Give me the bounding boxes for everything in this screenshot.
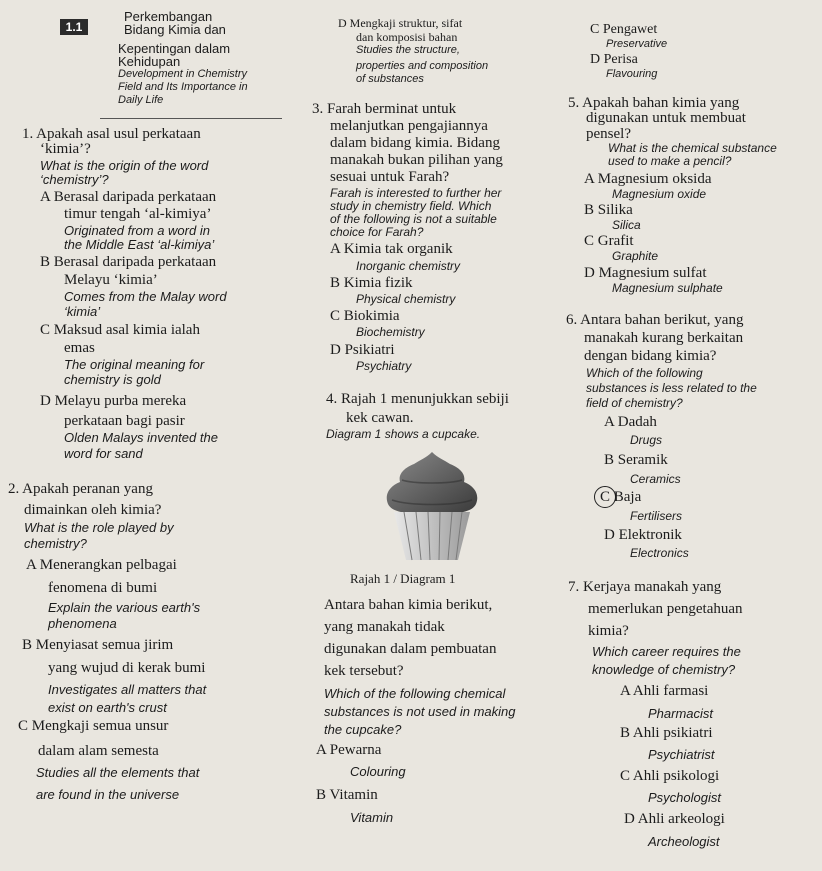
q2-option-a-ms: fenomena di bumi — [48, 580, 158, 596]
q4-text-ms: digunakan dalam pembuatan — [324, 641, 497, 657]
q7-text-en: Which career requires the — [592, 644, 741, 659]
q1-cont-option-d-ms: D Mengkaji struktur, sifat — [338, 16, 463, 30]
q2-option-b-en: Investigates all matters that — [48, 682, 207, 697]
q4-option-a-ms: A Pewarna — [316, 742, 382, 758]
q1-option-a-ms: timur tengah ‘al-kimiya’ — [64, 206, 212, 222]
q1-option-d-en: Olden Malays invented the — [64, 430, 218, 445]
q5-text-en: What is the chemical substance — [608, 141, 777, 155]
q2-text-en: chemistry? — [24, 536, 87, 551]
q5-text-en: used to make a pencil? — [608, 154, 732, 168]
q6-option-b-en: Ceramics — [630, 472, 681, 486]
q6-option-b-ms: B Seramik — [604, 452, 668, 468]
header-title-ms: Bidang Kimia dan — [124, 22, 226, 37]
q3-text-en: of the following is not a suitable — [330, 212, 497, 226]
q6-option-a-en: Drugs — [630, 433, 663, 447]
q6-option-d-en: Electronics — [630, 546, 689, 560]
q3-text-ms: melanjutkan pengajiannya — [330, 118, 488, 134]
header-title-en: Field and Its Importance in — [118, 81, 248, 93]
header-title-en: Daily Life — [118, 94, 164, 106]
q3-option-b-ms: B Kimia fizik — [330, 275, 413, 291]
q1-option-d-ms: perkataan bagi pasir — [64, 413, 185, 429]
q2-option-c-en: are found in the universe — [36, 787, 180, 802]
q7-option-b-ms: B Ahli psikiatri — [620, 725, 713, 741]
q3-option-c-ms: C Biokimia — [330, 308, 400, 324]
q2-text-ms: 2. Apakah peranan yang — [8, 481, 153, 497]
q3-option-b-en: Physical chemistry — [356, 292, 456, 306]
q2-option-c-ms: C Mengkaji semua unsur — [18, 718, 169, 734]
header-title-ms: Perkembangan — [124, 9, 213, 24]
header-divider — [100, 118, 282, 119]
q3-text-ms: 3. Farah berminat untuk — [312, 101, 457, 117]
q5-option-b-en: Silica — [612, 218, 641, 232]
cupcake-image — [374, 448, 490, 564]
q6-option-c-en: Fertilisers — [630, 509, 683, 523]
q1-option-a-ms: A Berasal daripada perkataan — [40, 189, 217, 205]
q7-option-d-ms: D Ahli arkeologi — [624, 811, 725, 827]
q7-option-d-en: Archeologist — [648, 834, 720, 849]
q2-option-a-en: phenomena — [48, 616, 117, 631]
header-title-ms: Kehidupan — [118, 54, 181, 69]
q7-option-c-ms: C Ahli psikologi — [620, 768, 720, 784]
q4-text-ms: kek tersebut? — [324, 663, 404, 679]
q3-option-d-en: Psychiatry — [356, 359, 412, 373]
q4-text-en: Which of the following chemical — [324, 686, 506, 701]
q4-option-a-en: Colouring — [350, 764, 406, 779]
q3-text-en: study in chemistry field. Which — [330, 199, 492, 213]
q1-cont-option-d-en: properties and composition — [356, 60, 489, 72]
q3-option-a-ms: A Kimia tak organik — [330, 241, 453, 257]
q7-option-a-ms: A Ahli farmasi — [620, 683, 709, 699]
qprev-option-d-ms: D Perisa — [590, 52, 638, 67]
section-badge: 1.1 — [60, 19, 88, 35]
q6-text-ms: 6. Antara bahan berikut, yang — [566, 312, 744, 328]
q1-option-b-ms: B Berasal daripada perkataan — [40, 254, 217, 270]
q7-option-c-en: Psychologist — [648, 790, 721, 805]
q3-text-ms: dalam bidang kimia. Bidang — [330, 135, 500, 151]
q2-text-en: What is the role played by — [24, 520, 174, 535]
q3-text-en: Farah is interested to further her — [330, 186, 502, 200]
q4-text-ms: 4. Rajah 1 menunjukkan sebiji — [326, 391, 509, 407]
q5-text-ms: digunakan untuk membuat — [586, 110, 746, 126]
q6-text-ms: dengan bidang kimia? — [584, 348, 717, 364]
q7-text-ms: 7. Kerjaya manakah yang — [568, 579, 722, 595]
q5-option-c-ms: C Grafit — [584, 233, 634, 249]
q2-option-b-ms: B Menyiasat semua jirim — [22, 637, 174, 653]
q3-text-ms: manakah bukan pilihan yang — [330, 152, 503, 168]
q3-text-ms: sesuai untuk Farah? — [330, 169, 450, 185]
q2-option-a-en: Explain the various earth's — [48, 600, 201, 615]
q5-text-ms: pensel? — [586, 126, 631, 142]
header-title-en: Development in Chemistry — [118, 68, 247, 80]
q1-option-c-ms: C Maksud asal kimia ialah — [40, 322, 200, 338]
q1-cont-option-d-en: Studies the structure, — [356, 44, 460, 56]
q7-text-en: knowledge of chemistry? — [592, 662, 736, 677]
q5-text-ms: 5. Apakah bahan kimia yang — [568, 95, 740, 111]
q5-option-b-ms: B Silika — [584, 202, 633, 218]
q2-option-c-en: Studies all the elements that — [36, 765, 200, 780]
q5-option-d-ms: D Magnesium sulfat — [584, 265, 707, 281]
q1-text-en: What is the origin of the word — [40, 158, 209, 173]
q6-text-ms: manakah kurang berkaitan — [584, 330, 744, 346]
q7-text-ms: memerlukan pengetahuan — [588, 601, 743, 617]
q6-option-d-ms: D Elektronik — [604, 527, 682, 543]
q1-option-d-en: word for sand — [64, 446, 143, 461]
q5-option-a-en: Magnesium oxide — [612, 187, 707, 201]
q7-option-a-en: Pharmacist — [648, 706, 714, 721]
q7-text-ms: kimia? — [588, 623, 629, 639]
q4-text-ms: yang manakah tidak — [324, 619, 445, 635]
q5-option-d-en: Magnesium sulphate — [612, 281, 723, 295]
q6-option-a-ms: A Dadah — [604, 414, 657, 430]
q1-option-c-en: The original meaning for — [64, 357, 205, 372]
q5-option-c-en: Graphite — [612, 249, 659, 263]
qprev-option-c-en: Preservative — [606, 38, 668, 50]
q2-option-b-en: exist on earth's crust — [48, 700, 167, 715]
q4-text-en: substances is not used in making — [324, 704, 516, 719]
q1-option-b-en: ‘kimia’ — [64, 304, 101, 319]
q2-option-b-ms: yang wujud di kerak bumi — [48, 660, 206, 676]
qprev-option-c-ms: C Pengawet — [590, 22, 658, 37]
q3-option-a-en: Inorganic chemistry — [356, 259, 461, 273]
q6-option-c-ms: C Baja — [600, 489, 642, 505]
q4-text-en: Diagram 1 shows a cupcake. — [326, 427, 481, 441]
q4-option-b-ms: B Vitamin — [316, 787, 378, 803]
q4-text-ms: kek cawan. — [346, 410, 414, 426]
q4-option-b-en: Vitamin — [350, 810, 394, 825]
q2-text-ms: dimainkan oleh kimia? — [24, 502, 162, 518]
q3-option-d-ms: D Psikiatri — [330, 342, 395, 358]
q6-text-en: Which of the following — [586, 366, 703, 380]
diagram-caption: Rajah 1 / Diagram 1 — [350, 571, 456, 586]
q1-option-d-ms: D Melayu purba mereka — [40, 393, 187, 409]
q3-option-c-en: Biochemistry — [356, 325, 425, 339]
q5-option-a-ms: A Magnesium oksida — [584, 171, 712, 187]
q4-text-en: the cupcake? — [324, 722, 402, 737]
q6-text-en: field of chemistry? — [586, 396, 683, 410]
q1-option-b-ms: Melayu ‘kimia’ — [64, 272, 158, 288]
q1-cont-option-d-en: of substances — [356, 73, 424, 85]
q1-option-a-en: the Middle East ‘al-kimiya’ — [64, 237, 215, 252]
q1-option-b-en: Comes from the Malay word — [64, 289, 227, 304]
q3-text-en: choice for Farah? — [330, 225, 424, 239]
q4-text-ms: Antara bahan kimia berikut, — [324, 597, 493, 613]
header-title-ms: Kepentingan dalam — [118, 41, 231, 56]
q2-option-c-ms: dalam alam semesta — [38, 743, 159, 759]
q6-text-en: substances is less related to the — [586, 381, 757, 395]
q1-cont-option-d-ms: dan komposisi bahan — [356, 30, 458, 44]
q2-option-a-ms: A Menerangkan pelbagai — [26, 557, 177, 573]
q1-text-ms: ‘kimia’? — [40, 141, 91, 157]
q7-option-b-en: Psychiatrist — [648, 747, 715, 762]
q1-option-a-en: Originated from a word in — [64, 223, 210, 238]
qprev-option-d-en: Flavouring — [606, 68, 658, 80]
q1-text-ms: 1. Apakah asal usul perkataan — [22, 126, 201, 142]
q1-option-c-en: chemistry is gold — [64, 372, 161, 387]
q1-text-en: ‘chemistry’? — [40, 172, 109, 187]
q1-option-c-ms: emas — [64, 340, 95, 356]
